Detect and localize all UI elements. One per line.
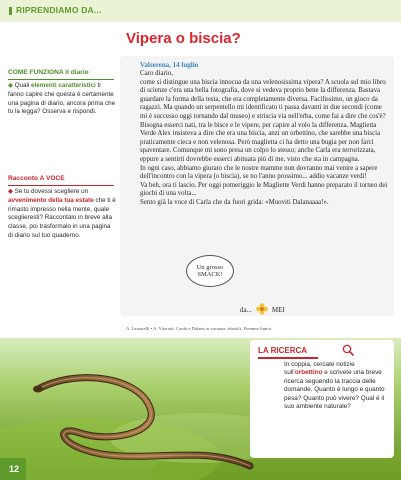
sidebar-text-part: che ti è rimasto impresso nella mente, quale sceglieresti? Raccontalo in breve alla classe, poi trasformalo in una pagina di diario sul tuo quaderno. [8,196,116,239]
diary-paragraph: come si distingue una biscia innocua da una velenosissima vipera? A scuola sul mio libro di scienze c'era una bella fotografia, dove si vedeva proprio bene la differenza. Bastava guardare la forma della testa, che era completamente diversa. Facilissimo, un gioco da ragazzi. Ma quando un serpentello mi identificato ti passa davanti in due secondi (come mi è successo oggi tornando dal museo) e striscia via nell'erba, come fai a dire che cos'è? [140,78,386,120]
page-number-tab [0,458,26,480]
diary-paragraph: Va beh, ora ti lascio. Per oggi pomeriggio le Magliette Verdi hanno preparato il torneo dei giochi di una volta... [140,181,388,198]
sidebar-text-racconto [8,188,116,241]
diamond-bullet-icon: ◆ [8,82,13,89]
diary-paragraph: Caro diario, [140,70,173,77]
page-number: 12 [9,464,20,474]
bubble-line: SMACK! [197,271,223,278]
sidebar-text-part: ti fanno capire che questa è certamente una pagina di diario, ancora prima che tu la legga? Osserva e rispondi. [8,82,116,116]
sidebar-heading-racconto: Racconto A VOCE [8,175,65,182]
diary-paragraph: Sento già la voce di Carla che da fuori grida: «Muoviti Dalanaaaa!». [140,198,329,206]
flower-icon [256,303,268,317]
source-credit: A. Lauratelli • A. Vitaretti, Cardo e Dalana in vacanza, ebook/t, Piemme Junior [126,326,272,331]
signature-name: MEI [271,306,285,314]
signature-prefix: da... [240,306,252,314]
research-text-part: In coppia, cercate notizie sull' [284,361,355,377]
diary-paragraph: Bisogna esserci nati, tra le bisce e le vipere, per capire al volo la differenza. Maglietta Verde Alex insisteva a dire che era una biscia, anzi un orbettino, che sarebbe una biscia praticamente cieca e non velenosa. Però maglietta ci ha detto una bugia per non farci spaventare. Comunque mi sono presa un colpo lo stesso; anche Carla era terrorizzata, eppure a sentirti dovrebbe esserci abituata più di me, visto che sta in campagna. [140,121,381,163]
sidebar-text-part: Quali [14,82,32,89]
section-header-bar [0,0,401,22]
sidebar-text-highlight: avvenimento della tua estate [8,196,94,204]
diary-paragraph: In ogni caso, abbiamo giurato che le nostre mamme non dovranno mai venire a sapere dell'incontro con la vipera (o biscia), se no l'anno prossimo... addio vacanze verdi! [140,164,378,181]
research-heading: LA RICERCA [258,346,308,355]
research-text [284,361,388,411]
speech-bubble [186,255,234,287]
sidebar-divider-2 [8,185,114,186]
magnifier-icon [342,343,354,361]
sidebar-divider-1 [8,79,114,80]
sidebar-text-come-funziona [8,82,116,117]
sidebar-text-highlight: elementi caratteristici [31,82,96,89]
sidebar-heading-come-funziona: COME FUNZIONA il diario [8,69,89,76]
bubble-line: Un grosso [196,263,224,271]
research-text-highlight: orbettino [294,369,323,377]
sidebar-text-part: Se tu dovessi scegliere un [14,188,89,195]
diary-signature [240,303,285,317]
research-text-part: e scrivete una breve ricerca seguendo la traccia delle domande. Quanto è lungo e quanto pesa? Quanto può vivere? Qual è il suo ambiente naturale? [284,369,385,411]
diary-date: Valserena, 14 luglio [140,61,199,69]
diary-text [140,70,390,208]
section-label: RIPRENDIAMO DA... [16,5,102,15]
diamond-bullet-icon: ◆ [8,188,13,195]
page-title: Vipera o biscia? [126,30,241,47]
